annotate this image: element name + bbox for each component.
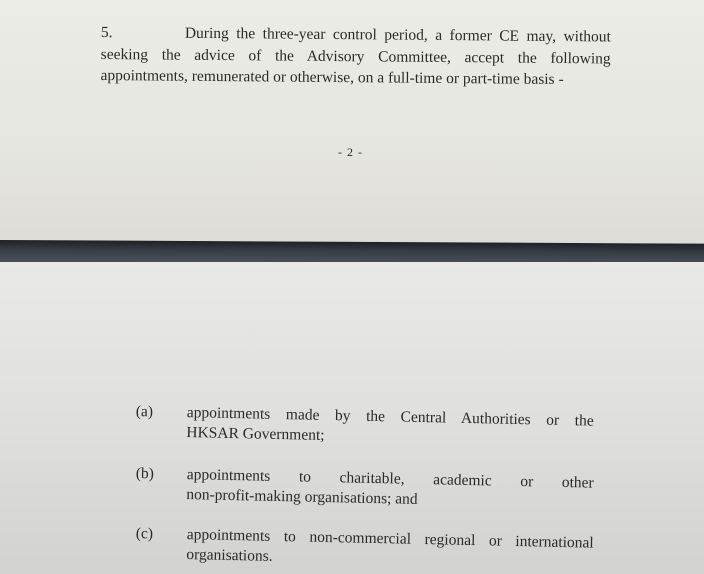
item-text-line-2: HKSAR Government; bbox=[186, 424, 325, 444]
item-text-line-1: appointments to charitable, academic or other bbox=[186, 466, 594, 492]
paragraph-text: During the three-year control period, a former CE may, without seeking the advice of the Advisory Committee, accept the following appointments, remunerated or otherwise, on a full-time or part-time basis - bbox=[100, 24, 611, 89]
item-label: (b) bbox=[135, 464, 155, 483]
paragraph-5 bbox=[100, 22, 611, 91]
paragraph-number: 5. bbox=[100, 23, 113, 42]
item-text-line-2: organisations. bbox=[186, 546, 273, 565]
item-text-line-1: appointments to non-commercial regional or international bbox=[186, 526, 594, 552]
item-text bbox=[186, 465, 594, 514]
item-text-line-2: non-profit-making organisations; and bbox=[186, 486, 418, 508]
item-text bbox=[186, 403, 594, 452]
item-text bbox=[186, 525, 594, 574]
item-label: (c) bbox=[135, 524, 154, 543]
page-number: - 2 - bbox=[338, 145, 363, 159]
upper-page bbox=[0, 0, 704, 240]
item-text-line-1: appointments made by the Central Authorities or the bbox=[186, 404, 594, 430]
item-label: (a) bbox=[135, 402, 154, 421]
